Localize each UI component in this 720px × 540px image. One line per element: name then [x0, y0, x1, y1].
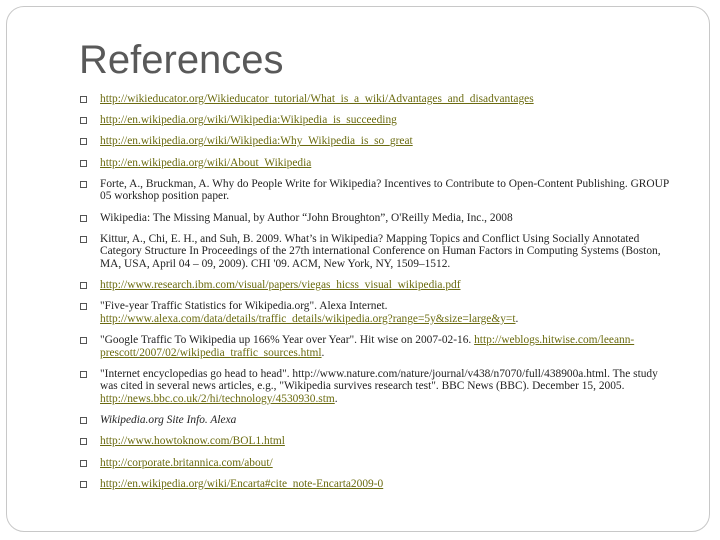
- reference-item: [78, 233, 678, 271]
- reference-item: [78, 157, 678, 170]
- reference-link[interactable]: http://www.alexa.com/data/details/traffic_details/wikipedia.org?range=5y&size=large&y=t: [100, 312, 516, 325]
- reference-item: [78, 478, 678, 491]
- bullet-icon: [80, 117, 87, 124]
- reference-link[interactable]: http://www.research.ibm.com/visual/papers/viegas_hicss_visual_wikipedia.pdf: [100, 279, 461, 292]
- page-title: References: [79, 38, 284, 82]
- bullet-icon: [80, 337, 87, 344]
- reference-item: [78, 279, 678, 292]
- reference-item: [78, 178, 678, 203]
- bullet-icon: [80, 181, 87, 188]
- reference-link[interactable]: http://www.howtoknow.com/BOL1.html: [100, 435, 285, 448]
- reference-text: "Google Traffic To Wikipedia up 166% Year over Year". Hit wise on 2007-02-16.: [100, 334, 472, 347]
- reference-text: Wikipedia.org Site Info. Alexa: [100, 414, 237, 427]
- reference-item: [78, 334, 678, 359]
- reference-item: [78, 114, 678, 127]
- reference-text: Kittur, A., Chi, E. H., and Suh, B. 2009. What’s in Wikipedia? Mapping Topics and Conflict Using Socially Annotated Category Structure In Proceedings of the 27th international Conference on Human Factors in Computing Systems (Boston, MA, USA, April 04 – 09, 2009). CHI '09. ACM, New York, NY, 1509–1512.: [100, 232, 661, 270]
- reference-item: [78, 414, 678, 427]
- reference-link[interactable]: http://en.wikipedia.org/wiki/Encarta#cite_note-Encarta2009-0: [100, 477, 384, 490]
- reference-text: "Five-year Traffic Statistics for Wikipedia.org". Alexa Internet.: [100, 300, 388, 313]
- reference-item: [78, 93, 678, 106]
- reference-link[interactable]: http://wikieducator.org/Wikieducator_tutorial/What_is_a_wiki/Advantages_and_disadvantages: [100, 93, 534, 105]
- bullet-icon: [80, 160, 87, 167]
- reference-suffix: .: [515, 312, 519, 325]
- bullet-icon: [80, 481, 87, 488]
- reference-link[interactable]: http://en.wikipedia.org/wiki/Wikipedia:Wikipedia_is_succeeding: [100, 114, 397, 127]
- bullet-icon: [80, 138, 87, 145]
- reference-link[interactable]: http://en.wikipedia.org/wiki/About_Wikipedia: [100, 156, 312, 169]
- bullet-icon: [80, 417, 87, 424]
- reference-text: Forte, A., Bruckman, A. Why do People Write for Wikipedia? Incentives to Contribute to Open-Content Publishing. GROUP 05 workshop position paper.: [100, 177, 669, 203]
- reference-text: "Internet encyclopedias go head to head". http://www.nature.com/nature/journal/v438/n7070/full/438900a.html. The study was cited in several news articles, e.g., "Wikipedia survives research test". BBC News (BBC). December 15, 2005.: [100, 367, 658, 393]
- reference-item: [78, 435, 678, 448]
- reference-suffix: .: [321, 346, 325, 359]
- bullet-icon: [80, 303, 87, 310]
- bullet-icon: [80, 282, 87, 289]
- bullet-icon: [80, 236, 87, 243]
- reference-link[interactable]: http://weblogs.hitwise.com/leeann-prescott/2007/02/wikipedia_traffic_sources.html: [100, 334, 635, 359]
- reference-item: [78, 135, 678, 148]
- reference-text: Wikipedia: The Missing Manual, by Author “John Broughton”, O'Reilly Media, Inc., 2008: [100, 211, 513, 224]
- reference-item: [78, 212, 678, 225]
- reference-item: [78, 457, 678, 470]
- bullet-icon: [80, 371, 87, 378]
- bullet-icon: [80, 215, 87, 222]
- reference-item: [78, 300, 678, 325]
- reference-suffix: .: [334, 393, 338, 406]
- reference-list: [78, 93, 678, 499]
- reference-link[interactable]: http://news.bbc.co.uk/2/hi/technology/4530930.stm: [100, 393, 335, 406]
- reference-link[interactable]: http://en.wikipedia.org/wiki/Wikipedia:Why_Wikipedia_is_so_great: [100, 135, 413, 148]
- bullet-icon: [80, 460, 87, 467]
- bullet-icon: [80, 96, 87, 103]
- bullet-icon: [80, 438, 87, 445]
- reference-link[interactable]: http://corporate.britannica.com/about/: [100, 456, 273, 469]
- reference-item: [78, 368, 678, 406]
